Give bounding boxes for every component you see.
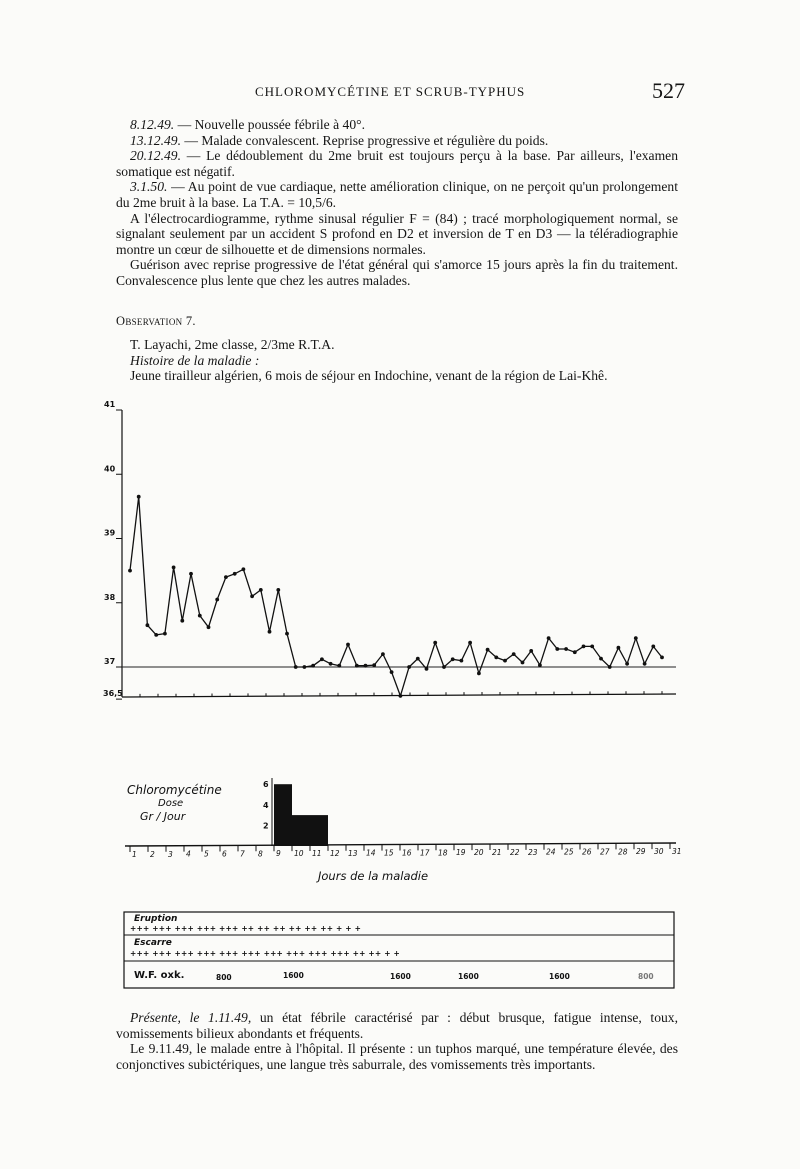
wf-oxk-label: W.F. oxk. [134, 970, 185, 981]
paragraph [116, 1010, 678, 1041]
temperature-point [590, 645, 594, 649]
temperature-point [582, 645, 586, 649]
temperature-point [433, 641, 437, 645]
temperature-point [276, 588, 280, 592]
temperature-point [294, 665, 298, 669]
temperature-point [643, 662, 647, 666]
temperature-point [128, 569, 132, 573]
y-tick-label: 39 [104, 528, 116, 538]
day-tick-label: 23 [528, 847, 538, 857]
temperature-point [512, 652, 516, 656]
day-tick-label: 25 [564, 847, 574, 857]
entry-date: Présente, le 1.11.49, [130, 1010, 252, 1025]
temperature-point [198, 614, 202, 618]
temperature-point [364, 664, 368, 668]
temperature-point [521, 661, 525, 665]
temperature-point [355, 664, 359, 668]
dose-label-dose: Dose [158, 798, 184, 809]
dose-tick-label: 2 [263, 821, 269, 831]
dose-tick-label: 6 [263, 780, 269, 790]
temperature-point [207, 625, 211, 629]
temperature-point [564, 647, 568, 651]
dose-bars [274, 784, 328, 846]
temperature-point [573, 650, 577, 654]
temperature-point [163, 632, 167, 636]
temperature-point [337, 664, 341, 668]
temperature-point [311, 664, 315, 668]
temperature-point [617, 646, 621, 650]
temperature-series-line [130, 497, 662, 696]
day-tick-label: 11 [312, 848, 322, 858]
day-tick-label: 1 [132, 849, 137, 859]
dose-bar [292, 815, 328, 846]
history-heading: Histoire de la maladie : [130, 352, 260, 368]
day-tick-label: 30 [654, 847, 664, 857]
entry-date: Le 9.11.49, [130, 1041, 193, 1057]
paragraph: Guérison avec reprise progressive de l'état général qui s'amorce 15 jours après la fin du traitement. Convalescence plus lente que chez les autres malades. [116, 257, 678, 288]
temperature-point [224, 575, 228, 579]
temperature-point [407, 665, 411, 669]
day-tick-label: 26 [582, 847, 592, 857]
temperature-point [538, 663, 542, 667]
patient-line: T. Layachi, 2me classe, 2/3me R.T.A. [130, 337, 335, 352]
entry-text: — Au point de vue cardiaque, nette amélioration clinique, on ne perçoit qu'un prolongement du 2me bruit à la base. La T.A. = 10,5/6. [116, 179, 678, 210]
temperature-point [154, 633, 158, 637]
dose-tick-label: 4 [263, 800, 269, 810]
dose-bar [274, 784, 292, 846]
page-number: 527 [652, 78, 685, 103]
temperature-point [608, 665, 612, 669]
dose-label-drug: Chloromycétine [127, 783, 222, 797]
temperature-point [651, 645, 655, 649]
temperature-point [529, 649, 533, 653]
day-tick-label: 31 [672, 847, 682, 857]
temperature-point [180, 619, 184, 623]
y-tick-label: 41 [104, 400, 116, 409]
wf-value: 1600 [458, 972, 479, 981]
observation-heading: Observation 7. [116, 314, 196, 328]
entry-text: le malade entre à l'hôpital. Il présente : un tuphos marqué, une température élevée, des conjonctives subictériques, une langue très saburrale, des vomissements très importants. [116, 1041, 678, 1072]
temperature-point [477, 672, 481, 676]
temperature-point [634, 636, 638, 640]
day-tick-label: 12 [330, 848, 340, 858]
temperature-point [250, 594, 254, 598]
entry-date: 13.12.49. [130, 132, 181, 148]
day-tick-label: 2 [150, 849, 155, 859]
wf-value: 800 [216, 973, 232, 982]
entry-text: un état fébrile caractérisé par : début brusque, fatigue intense, toux, vomissements bilieux abondants et fréquents. [116, 1010, 678, 1041]
temperature-point [189, 572, 193, 576]
day-tick-label: 20 [474, 848, 484, 858]
day-tick-label: 4 [186, 849, 191, 859]
temperature-point [172, 566, 176, 570]
temperature-y-ticks [103, 400, 123, 699]
wf-value: 1600 [283, 971, 304, 980]
eruption-label: Eruption [134, 914, 178, 924]
paragraph: A l'électrocardiogramme, rythme sinusal régulier F = (84) ; tracé morphologiquement normal, se signalant seulement par un accident S profond en D2 et inversion de T en D3 — la téléradiographie montre un cœur de silhouette et de dimensions normales. [116, 210, 678, 257]
temperature-point [425, 667, 429, 671]
temperature-point [599, 657, 603, 661]
temperature-point [503, 659, 507, 663]
day-tick-label: 3 [168, 849, 173, 859]
day-tick-label: 15 [384, 848, 394, 858]
entry-text: — Nouvelle poussée fébrile à 40°. [174, 117, 365, 132]
temperature-point [372, 663, 376, 667]
entry-text: — Malade convalescent. Reprise progressive et régulière du poids. [180, 132, 549, 148]
day-axis-label: Jours de la maladie [318, 869, 429, 883]
temperature-point [442, 665, 446, 669]
temperature-point [416, 657, 420, 661]
entry-date: 3.1.50. [130, 179, 168, 195]
temperature-point [399, 694, 403, 698]
temperature-point [242, 567, 246, 571]
temperature-point [320, 657, 324, 661]
temperature-point [660, 656, 664, 660]
day-tick-label: 28 [618, 847, 628, 857]
temperature-point [555, 647, 559, 651]
temperature-point [215, 598, 219, 602]
day-tick-label: 7 [240, 849, 245, 859]
temperature-point [346, 643, 350, 647]
day-tick-label: 6 [222, 849, 227, 859]
day-tick-label: 21 [492, 848, 502, 858]
day-tick-label: 5 [204, 849, 209, 859]
entry-date: 20.12.49. [130, 148, 181, 164]
temperature-point [233, 572, 237, 576]
temperature-point [460, 659, 464, 663]
temperature-point [486, 648, 490, 652]
running-title: CHLOROMYCÉTINE ET SCRUB-TYPHUS [255, 84, 526, 99]
day-tick-label: 18 [438, 848, 448, 858]
closing-text [116, 1010, 678, 1072]
temperature-point [451, 657, 455, 661]
paragraph [116, 1041, 678, 1072]
history-text: Jeune tirailleur algérien, 6 mois de séjour en Indochine, venant de la région de Lai-Khê. [130, 368, 608, 384]
escarre-marks: +++ +++ +++ +++ +++ +++ +++ +++ +++ +++ ++ ++ + + [130, 949, 400, 958]
dose-label-unit: Gr / Jour [140, 810, 186, 823]
temperature-point [468, 641, 472, 645]
wf-value: 800 [638, 972, 654, 981]
day-tick-label: 22 [510, 847, 520, 857]
day-tick-label: 19 [456, 848, 466, 858]
y-tick-label: 38 [104, 592, 116, 602]
day-tick-label: 9 [276, 849, 281, 859]
temperature-point [494, 656, 498, 660]
temperature-point [547, 636, 551, 640]
wf-value: 1600 [549, 972, 570, 981]
wf-value: 1600 [390, 972, 411, 981]
y-tick-label: 40 [104, 464, 116, 474]
temperature-point [329, 662, 333, 666]
temperature-point [268, 630, 272, 634]
eruption-marks: +++ +++ +++ +++ +++ ++ ++ ++ ++ ++ ++ + + + [130, 924, 362, 933]
day-tick-label: 10 [294, 849, 304, 859]
day-tick-label: 27 [600, 847, 610, 857]
day-tick-label: 17 [420, 848, 430, 858]
y-tick-label: 37 [104, 657, 116, 666]
day-tick-label: 29 [636, 847, 646, 857]
day-tick-label: 8 [258, 849, 263, 859]
temperature-point [381, 652, 385, 656]
temperature-point [390, 670, 394, 674]
day-tick-label: 14 [366, 848, 376, 858]
y-tick-label: 36,5 [103, 689, 123, 699]
entry-text: — Le dédoublement du 2me bruit est toujours perçu à la base. Par ailleurs, l'examen somatique est négatif. [116, 148, 678, 179]
temperature-point [137, 495, 141, 499]
entry-date: 8.12.49. [130, 117, 175, 132]
temperature-point [146, 623, 150, 627]
escarre-label: Escarre [134, 938, 172, 948]
temperature-point [259, 588, 263, 592]
dose-y-ticks [263, 780, 269, 830]
temperature-point [303, 665, 307, 669]
day-tick-label: 24 [546, 847, 556, 857]
day-tick-label: 16 [402, 848, 412, 858]
day-tick-label: 13 [348, 848, 358, 858]
temperature-point [625, 662, 629, 666]
temperature-point [285, 632, 289, 636]
signs-table [124, 912, 674, 988]
